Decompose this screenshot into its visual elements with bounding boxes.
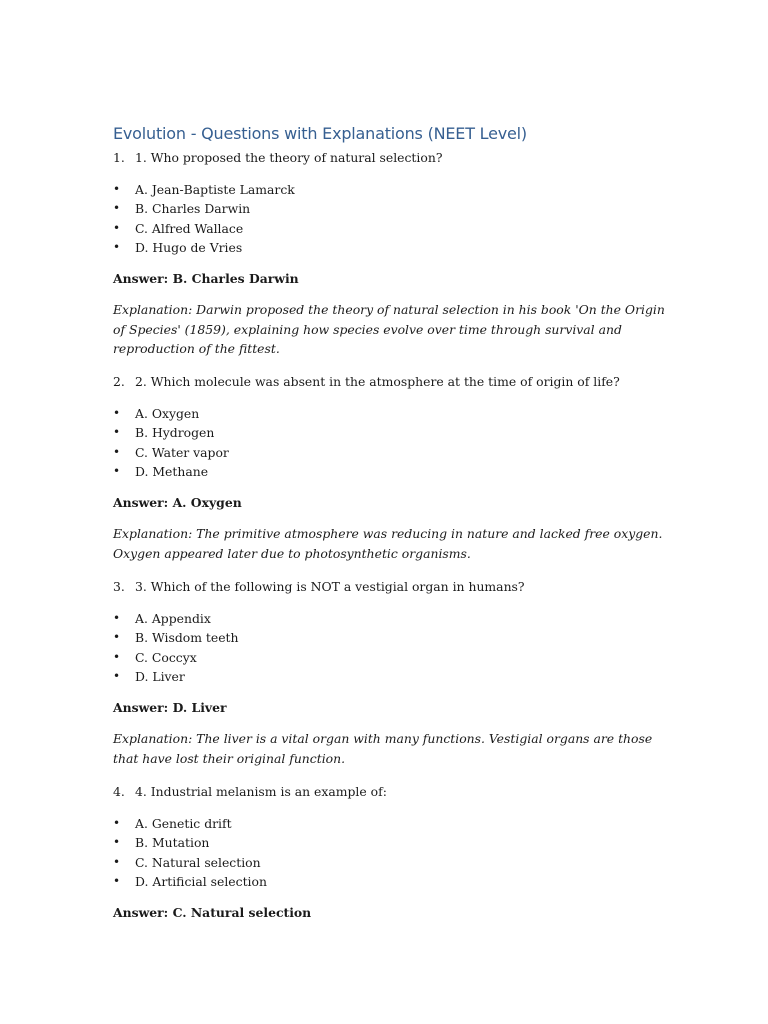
bullet-icon: •: [113, 835, 121, 850]
question-block: [113, 372, 673, 563]
bullet-icon: •: [113, 406, 121, 420]
options-list: [113, 404, 673, 481]
bullet-icon: •: [113, 182, 121, 196]
question-number: 1.: [113, 150, 125, 165]
options-list: [113, 609, 673, 686]
document-title: Evolution - Questions with Explanations (NEET Level): [113, 124, 527, 143]
list-item: • D. Hugo de Vries: [113, 238, 673, 257]
question-text: [113, 782, 673, 801]
bullet-icon: •: [113, 649, 121, 664]
question-text: [113, 577, 673, 596]
list-item: • A. Genetic drift: [113, 814, 673, 833]
list-item: • D. Artificial selection: [113, 872, 673, 891]
explanation: Explanation: The liver is a vital organ with many functions. Vestigial organs are those that have lost their original function.: [113, 731, 653, 766]
question-block: [113, 782, 673, 922]
list-item: • B. Wisdom teeth: [113, 628, 673, 647]
list-item: • D. Methane: [113, 462, 673, 481]
question-label: 3. Which of the following is NOT a vestigial organ in humans?: [135, 579, 525, 594]
explanation: Explanation: The primitive atmosphere was reducing in nature and lacked free oxygen. Oxygen appeared later due to photosynthetic organisms.: [113, 526, 663, 561]
list-item: • C. Water vapor: [113, 443, 673, 462]
bullet-icon: •: [113, 444, 121, 459]
bullet-icon: •: [113, 873, 121, 888]
options-list: [113, 180, 673, 257]
options-list: [113, 814, 673, 891]
question-number: 2.: [113, 374, 125, 389]
explanation: Explanation: Darwin proposed the theory of natural selection in his book 'On the Origin of Species' (1859), explaining how species evolve over time through survival and reproduction of the fittest.: [113, 302, 665, 357]
list-item: • A. Appendix: [113, 609, 673, 628]
list-item: • B. Hydrogen: [113, 423, 673, 442]
bullet-icon: •: [113, 630, 121, 645]
list-item: • A. Oxygen: [113, 404, 673, 423]
bullet-icon: •: [113, 854, 121, 869]
list-item: • C. Natural selection: [113, 853, 673, 872]
bullet-icon: •: [113, 425, 121, 440]
question-block: [113, 148, 673, 359]
question-label: 1. Who proposed the theory of natural selection?: [135, 150, 443, 165]
bullet-icon: •: [113, 816, 121, 830]
answer: Answer: B. Charles Darwin: [113, 271, 299, 287]
question-text: [113, 148, 673, 167]
list-item: • A. Jean-Baptiste Lamarck: [113, 180, 673, 199]
bullet-icon: •: [113, 611, 121, 625]
question-block: [113, 577, 673, 768]
question-label: 4. Industrial melanism is an example of:: [135, 784, 387, 799]
question-text: [113, 372, 673, 391]
question-label: 2. Which molecule was absent in the atmosphere at the time of origin of life?: [135, 374, 620, 389]
list-item: • C. Coccyx: [113, 648, 673, 667]
list-item: • B. Mutation: [113, 833, 673, 852]
list-item: • D. Liver: [113, 667, 673, 686]
question-number: 4.: [113, 784, 125, 799]
bullet-icon: •: [113, 668, 121, 683]
bullet-icon: •: [113, 220, 121, 235]
bullet-icon: •: [113, 201, 121, 216]
question-number: 3.: [113, 579, 125, 594]
bullet-icon: •: [113, 463, 121, 478]
list-item: • B. Charles Darwin: [113, 199, 673, 218]
list-item: • C. Alfred Wallace: [113, 219, 673, 238]
bullet-icon: •: [113, 239, 121, 254]
answer: Answer: C. Natural selection: [113, 905, 312, 921]
answer: Answer: D. Liver: [113, 700, 227, 716]
answer: Answer: A. Oxygen: [113, 495, 242, 511]
